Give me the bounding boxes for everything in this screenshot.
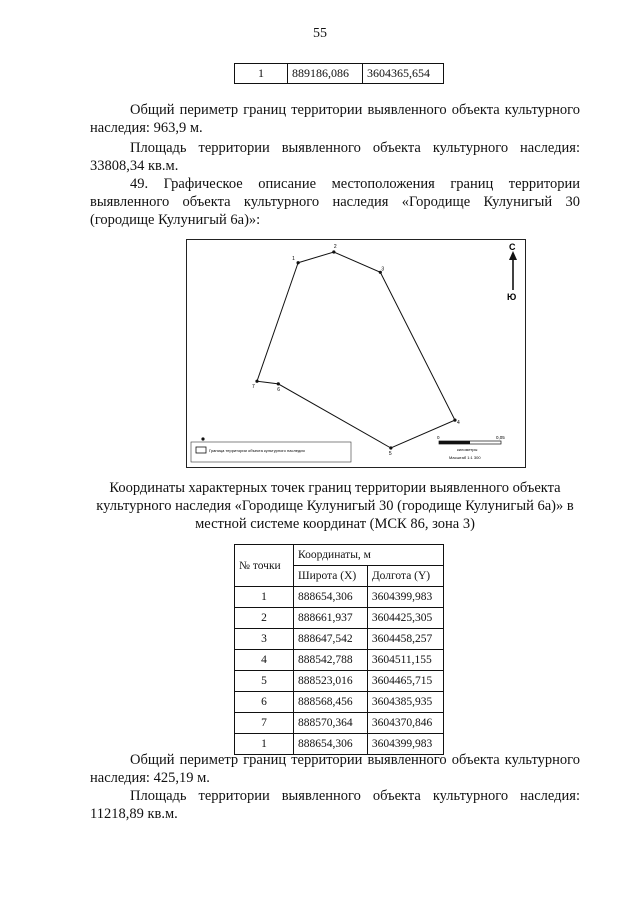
table-cell: 3604399,983: [367, 734, 443, 755]
table-row: [235, 64, 444, 84]
boundary-point-label: 2: [333, 244, 337, 250]
scale-bar: [437, 435, 505, 460]
area-paragraph-1: Площадь территории выявленного объекта культурного наследия: 33808,34 кв.м.: [90, 140, 580, 174]
section-49-paragraph: 49. Графическое описание местоположения границ территории выявленного объекта культурного наследия «Городище Кулунигый 30 (городище Кулунигый 6а)»:: [90, 176, 580, 228]
header-longitude: Долгота (Y): [367, 566, 443, 587]
table-cell: 888661,937: [294, 608, 368, 629]
boundary-point-label: 5: [388, 451, 392, 457]
boundary-point-label: 6: [277, 386, 281, 393]
table-caption: Координаты характерных точек границ территории выявленного объекта культурного наследия «Городище Кулунигый 30 (городище Кулунигый 6а)» в местной системе координат (МСК 86, зона 3): [96, 480, 574, 532]
boundary-polygon: [257, 252, 455, 448]
table-cell: 888568,456: [294, 692, 368, 713]
table-cell: 888542,788: [294, 650, 368, 671]
table-cell: 1: [235, 64, 288, 84]
table-cell: 888647,542: [294, 629, 368, 650]
table-row: [235, 650, 444, 671]
table-header-row: [235, 545, 444, 566]
scale-start: 0: [437, 435, 440, 440]
legend-text: Граница территории объекта культурного наследия: [209, 448, 305, 453]
scale-end: 0,05: [496, 435, 505, 440]
perimeter-paragraph-2: Общий периметр границ территории выявленного объекта культурного наследия: 425,19 м.: [90, 752, 580, 786]
table-cell: 3: [235, 629, 294, 650]
top-coordinate-table: [234, 63, 444, 84]
table-cell: 888654,306: [294, 734, 368, 755]
boundary-point: [255, 380, 258, 383]
table-cell: 1: [235, 734, 294, 755]
legend-swatch-icon: [196, 447, 206, 453]
header-point-number: № точки: [235, 545, 294, 587]
table-cell: 5: [235, 671, 294, 692]
table-cell: 888654,306: [294, 587, 368, 608]
north-label: С: [509, 242, 516, 252]
table-row: [235, 587, 444, 608]
table-row: [235, 692, 444, 713]
table-cell: 3604458,257: [367, 629, 443, 650]
scale-ratio: Масштаб 1:1 300: [449, 455, 481, 460]
table-cell: 3604399,983: [367, 587, 443, 608]
table-cell: 7: [235, 713, 294, 734]
coordinate-table: [234, 544, 444, 755]
scale-unit: километры: [457, 447, 478, 452]
boundary-point: [277, 382, 280, 385]
boundary-point-label: 1: [292, 255, 295, 262]
boundary-map: [186, 239, 526, 468]
table-cell: 4: [235, 650, 294, 671]
boundary-point-label: 7: [252, 384, 255, 391]
table-cell: 3604425,305: [367, 608, 443, 629]
boundary-map-canvas: [187, 240, 525, 467]
boundary-point: [332, 250, 335, 253]
legend: [191, 437, 351, 462]
table-row: [235, 671, 444, 692]
perimeter-paragraph-1: Общий периметр границ территории выявленного объекта культурного наследия: 963,9 м.: [90, 102, 580, 136]
legend-point-icon: [201, 437, 204, 440]
boundary-point-label: 4: [456, 420, 460, 427]
table-cell: 1: [235, 587, 294, 608]
header-coordinates: Координаты, м: [294, 545, 444, 566]
boundary-point: [297, 261, 300, 264]
area-paragraph-2: Площадь территории выявленного объекта культурного наследия: 11218,89 кв.м.: [90, 788, 580, 822]
table-cell: 889186,086: [288, 64, 363, 84]
table-cell: 3604385,935: [367, 692, 443, 713]
boundary-point-label: 3: [381, 266, 385, 273]
boundary-point: [389, 446, 392, 449]
table-row: [235, 629, 444, 650]
table-cell: 3604365,654: [363, 64, 444, 84]
table-cell: 3604465,715: [367, 671, 443, 692]
table-row: [235, 713, 444, 734]
table-row: [235, 608, 444, 629]
table-cell: 2: [235, 608, 294, 629]
table-cell: 3604511,155: [367, 650, 443, 671]
page-number: 55: [313, 26, 327, 41]
table-cell: 888570,364: [294, 713, 368, 734]
table-cell: 888523,016: [294, 671, 368, 692]
table-cell: 3604370,846: [367, 713, 443, 734]
south-label: Ю: [507, 292, 517, 302]
north-arrow-icon: [509, 251, 517, 290]
table-cell: 6: [235, 692, 294, 713]
header-latitude: Широта (X): [294, 566, 368, 587]
